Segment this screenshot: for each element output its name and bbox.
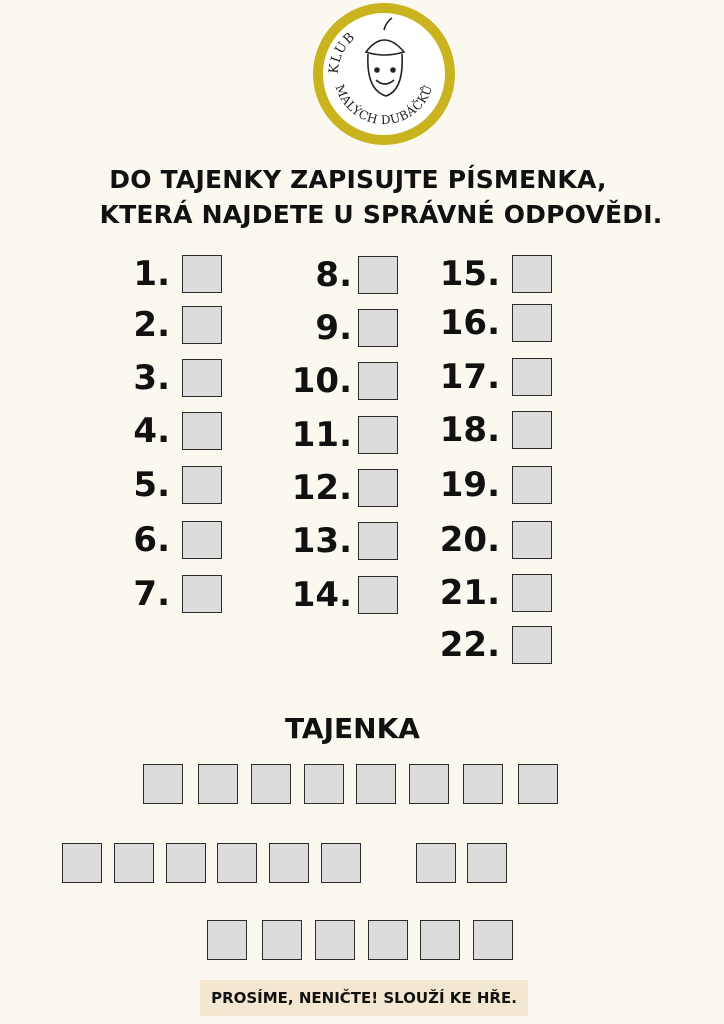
question-number: 15. [439,254,500,294]
answer-box[interactable] [512,255,552,293]
question-number: 1. [133,254,170,294]
tajenka-box[interactable] [368,920,408,960]
logo-text-top: KLUB [326,29,359,75]
question-number: 5. [133,465,170,505]
instruction-line-1: DO TAJENKY ZAPISUJTE PÍSMENKA, [109,165,607,194]
answer-box[interactable] [512,521,552,559]
tajenka-box[interactable] [217,843,257,883]
tajenka-box[interactable] [207,920,247,960]
instruction-line-2: KTERÁ NAJDETE U SPRÁVNÉ ODPOVĚDI. [99,200,663,229]
footer-note [200,980,528,1016]
question-number: 10. [291,361,352,401]
question-number: 7. [133,574,170,614]
question-number: 16. [439,303,500,343]
tajenka-box[interactable] [62,843,102,883]
club-logo [310,0,458,148]
question-16 [0,303,552,345]
question-18 [0,411,552,449]
answer-box[interactable] [512,304,552,342]
answer-box[interactable] [512,411,552,449]
question-number: 17. [439,357,500,397]
question-15 [0,255,552,293]
question-number: 21. [439,573,500,613]
tajenka-box[interactable] [251,764,291,804]
question-number: 9. [315,308,352,348]
tajenka-box[interactable] [420,920,460,960]
footer-text: PROSÍME, NENIČTE! SLOUŽÍ KE HŘE. [211,989,517,1007]
question-number: 14. [291,575,352,615]
tajenka-box[interactable] [467,843,507,883]
tajenka-box[interactable] [198,764,238,804]
question-number: 6. [133,520,170,560]
question-17 [0,357,552,401]
question-number: 8. [315,255,352,295]
question-number: 12. [291,468,352,508]
question-number: 2. [133,305,170,345]
tajenka-title: TAJENKA [285,712,420,745]
question-number: 22. [439,625,500,665]
answer-box[interactable] [512,358,552,396]
question-19 [0,465,552,508]
tajenka-box[interactable] [262,920,302,960]
tajenka-box[interactable] [315,920,355,960]
question-number: 4. [133,411,170,451]
tajenka-box[interactable] [409,764,449,804]
question-22 [0,626,552,664]
question-20 [0,521,552,559]
tajenka-box[interactable] [166,843,206,883]
tajenka-box[interactable] [114,843,154,883]
answer-box[interactable] [512,626,552,664]
tajenka-box[interactable] [518,764,558,804]
logo-text-bottom: MALÝCH DUBÁČKŮ [332,82,436,128]
tajenka-box[interactable] [473,920,513,960]
question-21 [0,573,552,615]
tajenka-box[interactable] [321,843,361,883]
tajenka-box[interactable] [463,764,503,804]
tajenka-box[interactable] [269,843,309,883]
tajenka-box[interactable] [304,764,344,804]
question-number: 19. [439,465,500,505]
tajenka-box[interactable] [143,764,183,804]
answer-box[interactable] [512,466,552,504]
question-number: 11. [291,415,352,455]
tajenka-box[interactable] [356,764,396,804]
question-number: 18. [439,410,500,450]
question-number: 20. [439,520,500,560]
answer-box[interactable] [512,574,552,612]
tajenka-box[interactable] [416,843,456,883]
question-number: 13. [291,521,352,561]
question-number: 3. [133,358,170,398]
